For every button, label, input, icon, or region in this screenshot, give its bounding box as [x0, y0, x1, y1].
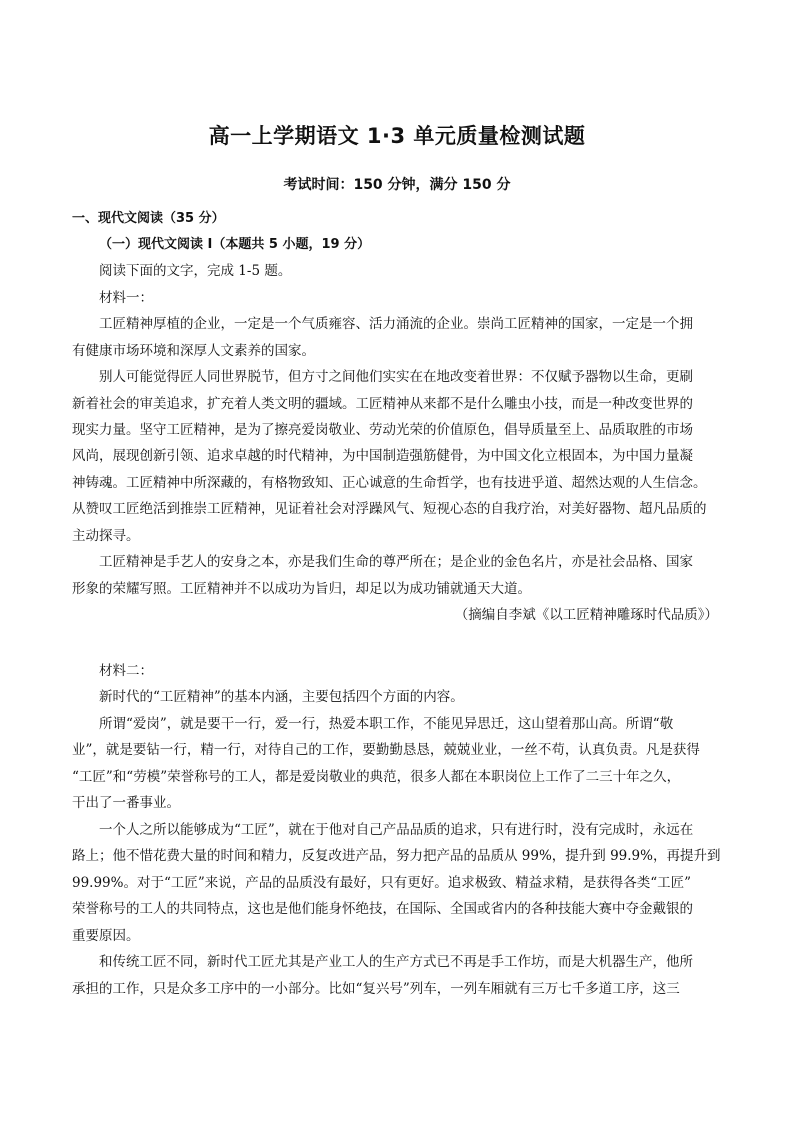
paragraph-line: 99.99%。对于“工匠”来说，产品的品质没有最好，只有更好。追求极致、精益求精，是获得各类“工匠” — [72, 875, 692, 891]
paragraph-line: 一个人之所以能够成为“工匠”，就在于他对自己产品品质的追求，只有进行时，没有完成时，永远在 — [99, 822, 694, 838]
part-heading: （一）现代文阅读 I（本题共 5 小题，19 分） — [99, 237, 371, 252]
paragraph-line: 工匠精神是手艺人的安身之本，亦是我们生命的尊严所在；是企业的金色名片，亦是社会品格、国家 — [99, 554, 693, 570]
source-citation: （摘编自李斌《以工匠精神雕琢时代品质》） — [454, 607, 718, 623]
paragraph-line: 神铸魂。工匠精神中所深藏的，有格物致知、正心诚意的生命哲学，也有技进乎道、超然达观的人生信念。 — [72, 475, 707, 491]
paragraph-line: 荣誉称号的工人的共同特点，这也是他们能身怀绝技，在国际、全国或省内的各种技能大赛中夺金戴银的 — [72, 901, 693, 917]
material2-label: 材料二： — [99, 663, 153, 679]
instruction-text: 阅读下面的文字，完成 1-5 题。 — [99, 263, 292, 279]
section-heading: 一、现代文阅读（35 分） — [72, 211, 225, 226]
paragraph-line: 从赞叹工匠绝活到推崇工匠精神，见证着社会对浮躁风气、短视心态的自我疗治，对美好器物、超凡品质的 — [72, 501, 707, 517]
paragraph-line: “工匠”和“劳模”荣誉称号的工人，都是爱岗敬业的典范，很多人都在本职岗位上工作了二三十年之久， — [72, 769, 681, 785]
paragraph-line: 所谓“爱岗”，就是要干一行，爱一行，热爱本职工作，不能见异思迁，这山望着那山高。所谓“敬 — [99, 716, 674, 732]
paragraph-line: 别人可能觉得匠人同世界脱节，但方寸之间他们实实在在地改变着世界：不仅赋予器物以生命，更刷 — [99, 369, 693, 385]
paragraph-line: 新着社会的审美追求，扩充着人类文明的疆域。工匠精神从来都不是什么雕虫小技，而是一种改变世界的 — [72, 396, 693, 412]
paragraph-line: 新时代的“工匠精神”的基本内涵，主要包括四个方面的内容。 — [99, 689, 464, 705]
paragraph-line: 和传统工匠不同，新时代工匠尤其是产业工人的生产方式已不再是手工作坊，而是大机器生产，他所 — [99, 954, 693, 970]
document-title: 高一上学期语文 1·3 单元质量检测试题 — [208, 124, 586, 148]
paragraph-line: 有健康市场环境和深厚人文素养的国家。 — [72, 343, 315, 359]
paragraph-line: 承担的工作，只是众多工序中的一小部分。比如“复兴号”列车，一列车厢就有三万七千多道工序，这三 — [72, 981, 680, 997]
paragraph-line: 现实力量。坚守工匠精神，是为了擦亮爱岗敬业、劳动光荣的价值原色，倡导质量至上、品质取胜的市场 — [72, 422, 693, 438]
paragraph-line: 风尚，展现创新引领、追求卓越的时代精神，为中国制造强筋健骨，为中国文化立根固本，为中国力量凝 — [72, 448, 693, 464]
paragraph-line: 路上；他不惜花费大量的时间和精力，反复改进产品，努力把产品的品质从 99%，提升到 99.9%，再提升到 — [72, 848, 721, 864]
paragraph-line: 干出了一番事业。 — [72, 795, 180, 811]
material1-label: 材料一： — [99, 290, 153, 306]
paragraph-line: 业”，就是要钻一行，精一行，对待自己的工作，要勤勤恳恳，兢兢业业，一丝不苟，认真负责。凡是获得 — [72, 742, 700, 758]
paragraph-line: 工匠精神厚植的企业，一定是一个气质雍容、活力涌流的企业。崇尚工匠精神的国家，一定是一个拥 — [99, 316, 693, 332]
exam-info: 考试时间：150 分钟，满分 150 分 — [283, 177, 511, 193]
paragraph-line: 形象的荣耀写照。工匠精神并不以成功为旨归，却足以为成功铺就通天大道。 — [72, 581, 531, 597]
paragraph-line: 主动探寻。 — [72, 528, 140, 544]
paragraph-line: 重要原因。 — [72, 928, 140, 944]
